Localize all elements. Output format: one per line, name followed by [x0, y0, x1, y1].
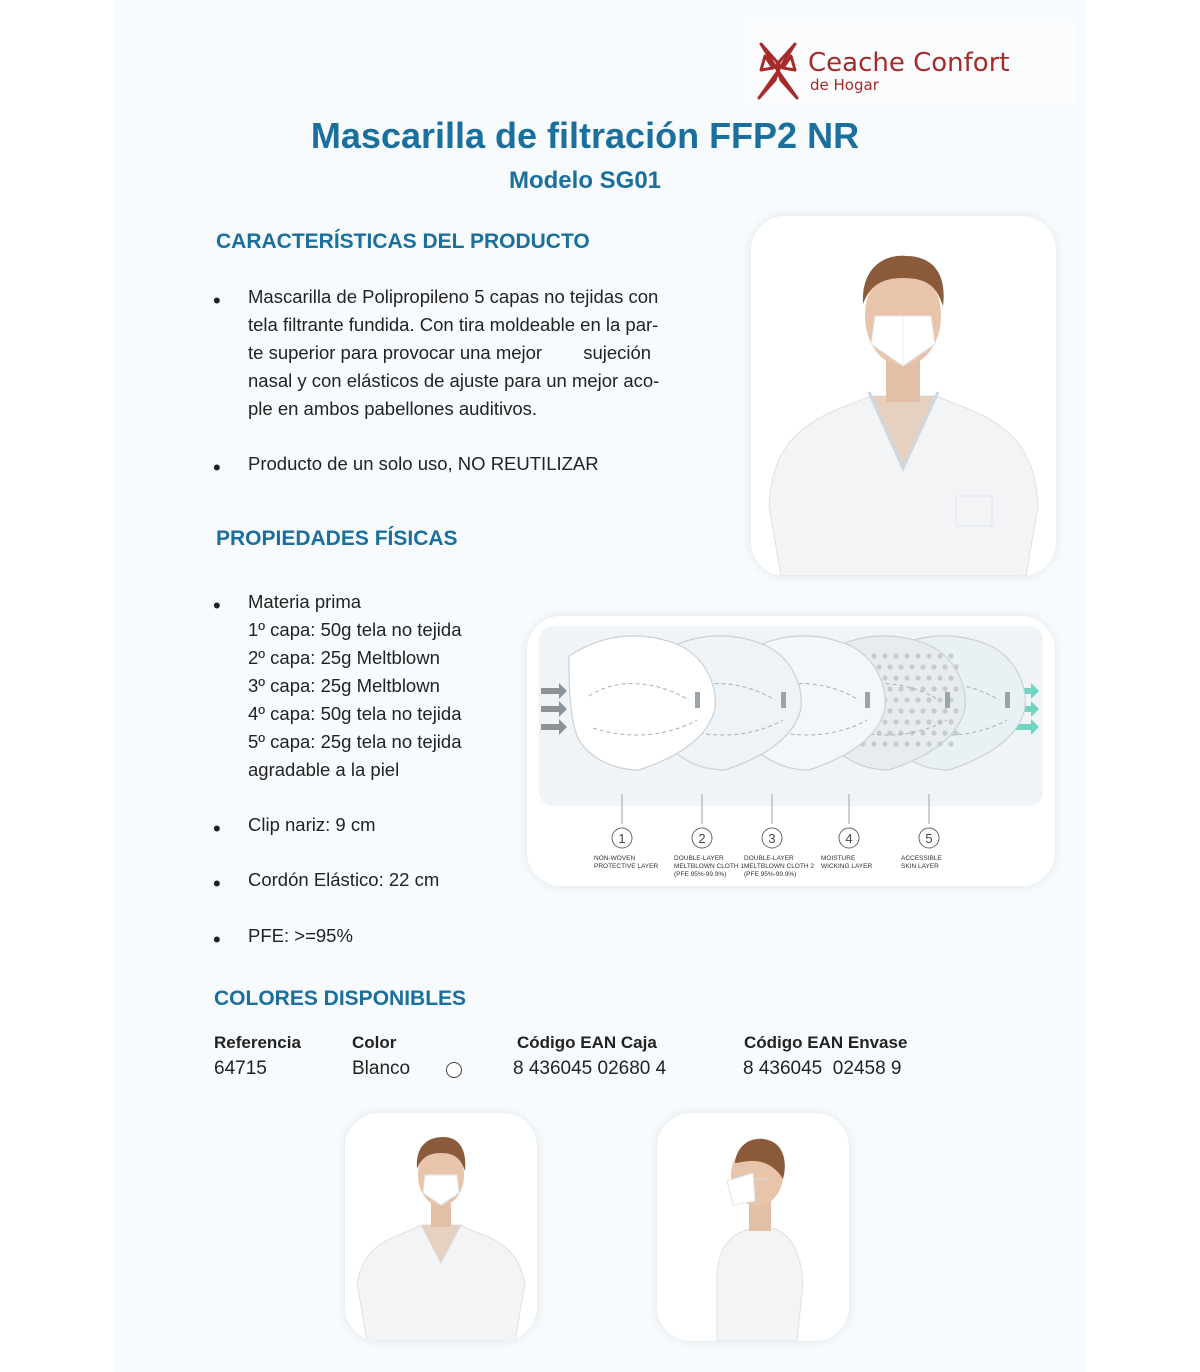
- layer-number: 4: [845, 831, 853, 846]
- text-line: 3º capa: 25g Meltblown: [248, 675, 440, 696]
- mesh-dot: [915, 719, 920, 724]
- text-line: Producto de un solo uso, NO REUTILIZAR: [248, 453, 599, 474]
- mesh-dot: [942, 664, 947, 669]
- text-line: 5º capa: 25g tela no tejida: [248, 731, 462, 752]
- mesh-dot: [937, 741, 942, 746]
- layer-label: MELTBLOWN CLOTH 2: [744, 863, 814, 870]
- text-line: 4º capa: 50g tela no tejida: [248, 703, 462, 724]
- mesh-dot: [931, 664, 936, 669]
- layer-label: MOISTURE: [821, 855, 856, 862]
- mesh-dot: [926, 719, 931, 724]
- mesh-dot: [909, 708, 914, 713]
- layer-label: DOUBLE-LAYER: [674, 855, 724, 862]
- mesh-dot: [904, 719, 909, 724]
- color-swatch-icon: [446, 1062, 462, 1078]
- product-photo-front: [751, 216, 1056, 576]
- layers-illustration: [527, 616, 1055, 886]
- mesh-dot: [893, 675, 898, 680]
- mesh-dot: [871, 653, 876, 658]
- mesh-dot: [953, 730, 958, 735]
- mesh-dot: [871, 741, 876, 746]
- mesh-dot: [937, 653, 942, 658]
- mask-layer-shapes: [569, 636, 1025, 770]
- mesh-dot: [931, 686, 936, 691]
- bullet-icon: •: [213, 593, 221, 618]
- referencia-value: 64715: [214, 1058, 267, 1079]
- mesh-dot: [882, 653, 887, 658]
- layer-label: SKIN LAYER: [901, 863, 939, 870]
- mesh-dot: [948, 719, 953, 724]
- mesh-dot: [887, 664, 892, 669]
- model-subtitle: Modelo SG01: [508, 167, 662, 194]
- text-line: agradable a la piel: [248, 759, 400, 780]
- text-line: ple en ambos pabellones auditivos.: [248, 398, 537, 419]
- mesh-dot: [920, 730, 925, 735]
- materia-prima-list: [248, 588, 508, 784]
- mesh-dot: [882, 719, 887, 724]
- mesh-dot: [942, 708, 947, 713]
- mesh-dot: [915, 697, 920, 702]
- mesh-dot: [904, 675, 909, 680]
- mesh-dot: [904, 697, 909, 702]
- product-photo-front-small: [345, 1113, 537, 1341]
- column-header-ean-caja: Código EAN Caja: [517, 1033, 657, 1052]
- column-header-referencia: Referencia: [214, 1033, 301, 1052]
- text-line: Mascarilla de Polipropileno 5 capas no tejidas con: [248, 286, 659, 307]
- brand-name: Ceache Confort: [808, 48, 1010, 78]
- mesh-dot: [915, 741, 920, 746]
- layer-number: 3: [768, 831, 776, 846]
- mesh-dot: [920, 708, 925, 713]
- mesh-dot: [882, 675, 887, 680]
- mesh-dot: [909, 664, 914, 669]
- mesh-dot: [882, 741, 887, 746]
- color-value: Blanco: [352, 1058, 411, 1079]
- ear-loop-tab: [781, 692, 786, 708]
- mesh-dot: [948, 675, 953, 680]
- mesh-dot: [948, 653, 953, 658]
- mesh-dot: [898, 664, 903, 669]
- bullet-icon: •: [213, 871, 221, 896]
- layer-number: 2: [698, 831, 706, 846]
- layer-label: ACCESSIBLE: [901, 855, 942, 862]
- brand-subtitle: de Hogar: [810, 76, 879, 94]
- text-line: te superior para provocar una mejor sujeción: [248, 342, 652, 363]
- layer-label: (PFE 95%-99.9%): [744, 871, 797, 878]
- layer-label: WICKING LAYER: [821, 863, 873, 870]
- column-header-ean-envase: Código EAN Envase: [744, 1033, 908, 1052]
- text-line: nasal y con elásticos de ajuste para un mejor aco-: [248, 370, 660, 391]
- section-heading-propiedades: PROPIEDADES FÍSICAS: [216, 527, 458, 550]
- mesh-dot: [887, 708, 892, 713]
- mesh-dot: [948, 741, 953, 746]
- mesh-dot: [893, 741, 898, 746]
- mesh-dot: [937, 675, 942, 680]
- clip-nariz: Clip nariz: 9 cm: [248, 814, 376, 835]
- mesh-dot: [915, 653, 920, 658]
- layer-label: NON-WOVEN: [594, 855, 636, 862]
- layer-label: DOUBLE-LAYER: [744, 855, 794, 862]
- mesh-dot: [931, 708, 936, 713]
- mesh-dot: [904, 653, 909, 658]
- ear-loop-tab: [1005, 692, 1010, 708]
- page-title: Mascarilla de filtración FFP2 NR: [310, 115, 860, 156]
- section-heading-colores: COLORES DISPONIBLES: [214, 987, 467, 1010]
- butterfly-logo-icon: [755, 40, 801, 102]
- mesh-dot: [887, 686, 892, 691]
- mesh-dot: [898, 686, 903, 691]
- mesh-dot: [926, 741, 931, 746]
- mesh-dot: [953, 686, 958, 691]
- mesh-dot: [893, 653, 898, 658]
- mesh-dot: [915, 675, 920, 680]
- mesh-dot: [926, 675, 931, 680]
- mesh-dot: [920, 664, 925, 669]
- caracteristicas-item-2: [248, 450, 718, 478]
- mesh-dot: [909, 730, 914, 735]
- ear-loop-tab: [695, 692, 700, 708]
- ean-caja-value: 8 436045 02680 4: [513, 1058, 667, 1079]
- product-photo-side: [657, 1113, 849, 1341]
- layer-label: (PFE 95%-99.9%): [674, 871, 727, 878]
- bullet-icon: •: [213, 816, 221, 841]
- cordon-elastico: Cordón Elástico: 22 cm: [248, 869, 440, 890]
- mesh-dot: [926, 697, 931, 702]
- bullet-icon: •: [213, 927, 221, 952]
- column-header-color: Color: [352, 1033, 397, 1052]
- layers-diagram: [527, 616, 1055, 886]
- layer-label: MELTBLOWN CLOTH 1: [674, 863, 744, 870]
- text-line: 2º capa: 25g Meltblown: [248, 647, 440, 668]
- section-heading-caracteristicas: CARACTERÍSTICAS DEL PRODUCTO: [216, 230, 590, 253]
- layer-number: 1: [618, 831, 626, 846]
- ear-loop-tab: [945, 692, 950, 708]
- text-line: tela filtrante fundida. Con tira moldeable en la par-: [248, 314, 659, 335]
- mesh-dot: [953, 664, 958, 669]
- ear-loop-tab: [865, 692, 870, 708]
- text-line: 1º capa: 50g tela no tejida: [248, 619, 462, 640]
- mesh-dot: [904, 741, 909, 746]
- mesh-dot: [893, 719, 898, 724]
- mesh-dot: [942, 686, 947, 691]
- ean-envase-value: 8 436045 02458 9: [743, 1058, 902, 1079]
- text-line: Materia prima: [248, 591, 362, 612]
- bullet-icon: •: [213, 288, 221, 313]
- mesh-dot: [953, 708, 958, 713]
- layer-label: PROTECTIVE LAYER: [594, 863, 659, 870]
- mesh-dot: [931, 730, 936, 735]
- bullet-icon: •: [213, 455, 221, 480]
- mesh-dot: [898, 708, 903, 713]
- mesh-dot: [926, 653, 931, 658]
- pfe-value: PFE: >=95%: [248, 925, 353, 946]
- layer-number: 5: [925, 831, 933, 846]
- caracteristicas-item-1: [248, 283, 718, 423]
- mesh-dot: [942, 730, 947, 735]
- mesh-dot: [893, 697, 898, 702]
- mesh-dot: [876, 664, 881, 669]
- mesh-dot: [937, 697, 942, 702]
